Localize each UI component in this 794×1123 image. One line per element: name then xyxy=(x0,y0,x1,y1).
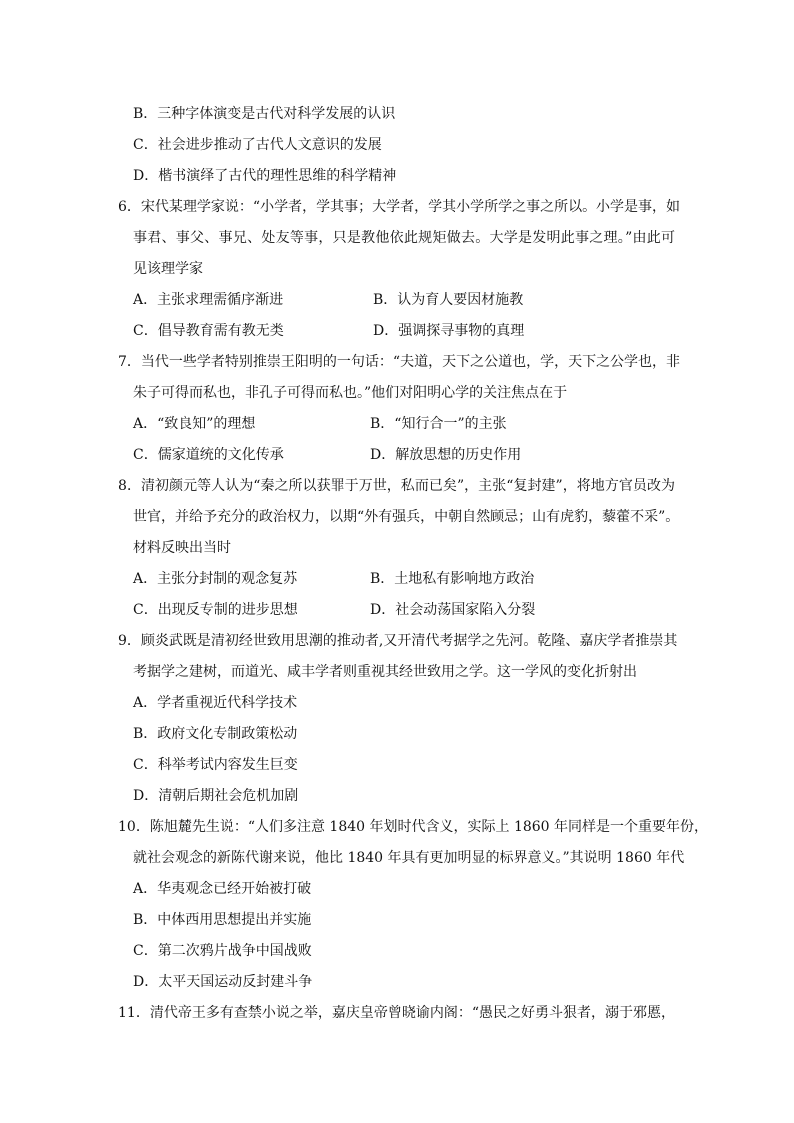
q11-stem-line1: 11．清代帝王多有查禁小说之举，嘉庆皇帝曾晓谕内阁：“愚民之好勇斗狠者，溺于邪慝， xyxy=(118,1005,675,1021)
q8-stem-line1: 8．清初颜元等人认为“秦之所以获罪于万世，私而已矣”，主张“复封建”，将地方官员改为 xyxy=(118,478,675,494)
q9-option-c: C．科举考试内容发生巨变 xyxy=(133,757,298,773)
q7-option-d: D．解放思想的历史作用 xyxy=(370,447,522,463)
q9-option-b: B．政府文化专制政策松动 xyxy=(133,726,298,742)
q10-option-a: A．华夷观念已经开始被打破 xyxy=(133,881,312,897)
q7-stem-line1: 7．当代一些学者特别推崇王阳明的一句话：“夫道，天下之公道也，学，天下之公学也，非 xyxy=(118,354,681,370)
q6-option-b: B．认为育人要因材施教 xyxy=(373,292,524,308)
q9-option-a: A．学者重视近代科学技术 xyxy=(133,695,298,711)
q7-option-b: B．“知行合一”的主张 xyxy=(370,416,507,432)
q10-option-c: C．第二次鸦片战争中国战败 xyxy=(133,943,312,959)
q9-stem-line1: 9．顾炎武既是清初经世致用思潮的推动者,又开清代考据学之先河。乾隆、嘉庆学者推崇其 xyxy=(118,633,678,649)
q8-stem-line2: 世官，并给予充分的政治权力，以期“外有强兵，中朝自然顾忌；山有虎豹，藜藿不采”。 xyxy=(133,509,680,525)
q6-option-a: A．主张求理需循序渐进 xyxy=(133,292,284,308)
q8-option-a: A．主张分封制的观念复苏 xyxy=(133,571,298,587)
q8-stem-line3: 材料反映出当时 xyxy=(133,540,231,556)
q10-stem-line1: 10．陈旭麓先生说：“人们多注意 1840 年划时代含义，实际上 1860 年同样是一个重要年份， xyxy=(118,819,709,835)
q7-option-c: C．儒家道统的文化传承 xyxy=(133,447,284,463)
q5-option-b: B．三种字体演变是古代对科学发展的认识 xyxy=(133,106,396,122)
q5-option-d: D．楷书演绎了古代的理性思维的科学精神 xyxy=(133,168,397,184)
q6-stem-line2: 事君、事父、事兄、处友等事，只是教他依此规矩做去。大学是发明此事之理。”由此可 xyxy=(133,230,675,246)
q6-stem-line1: 6．宋代某理学家说：“小学者，学其事；大学者，学其小学所学之事之所以。小学是事，如 xyxy=(118,199,681,215)
q10-option-d: D．太平天国运动反封建斗争 xyxy=(133,974,313,990)
q5-option-c: C．社会进步推动了古代人文意识的发展 xyxy=(133,137,382,153)
q9-option-d: D．清朝后期社会危机加剧 xyxy=(133,788,299,804)
q10-stem-line2: 就社会观念的新陈代谢来说，他比 1840 年具有更加明显的标界意义。”其说明 1860 年代 xyxy=(133,850,685,866)
q8-option-d: D．社会动荡国家陷入分裂 xyxy=(370,602,536,618)
q6-option-c: C．倡导教育需有教无类 xyxy=(133,323,284,339)
q6-option-d: D．强调探寻事物的真理 xyxy=(373,323,525,339)
q8-option-b: B．土地私有影响地方政治 xyxy=(370,571,535,587)
q8-option-c: C．出现反专制的进步思想 xyxy=(133,602,298,618)
q9-stem-line2: 考据学之建树，而道光、咸丰学者则重视其经世致用之学。这一学风的变化折射出 xyxy=(133,664,637,680)
q6-stem-line3: 见该理学家 xyxy=(133,261,203,277)
q7-option-a: A．“致良知”的理想 xyxy=(133,416,256,432)
q7-stem-line2: 朱子可得而私也，非孔子可得而私也。”他们对阳明心学的关注焦点在于 xyxy=(133,385,568,401)
q10-option-b: B．中体西用思想提出并实施 xyxy=(133,912,312,928)
